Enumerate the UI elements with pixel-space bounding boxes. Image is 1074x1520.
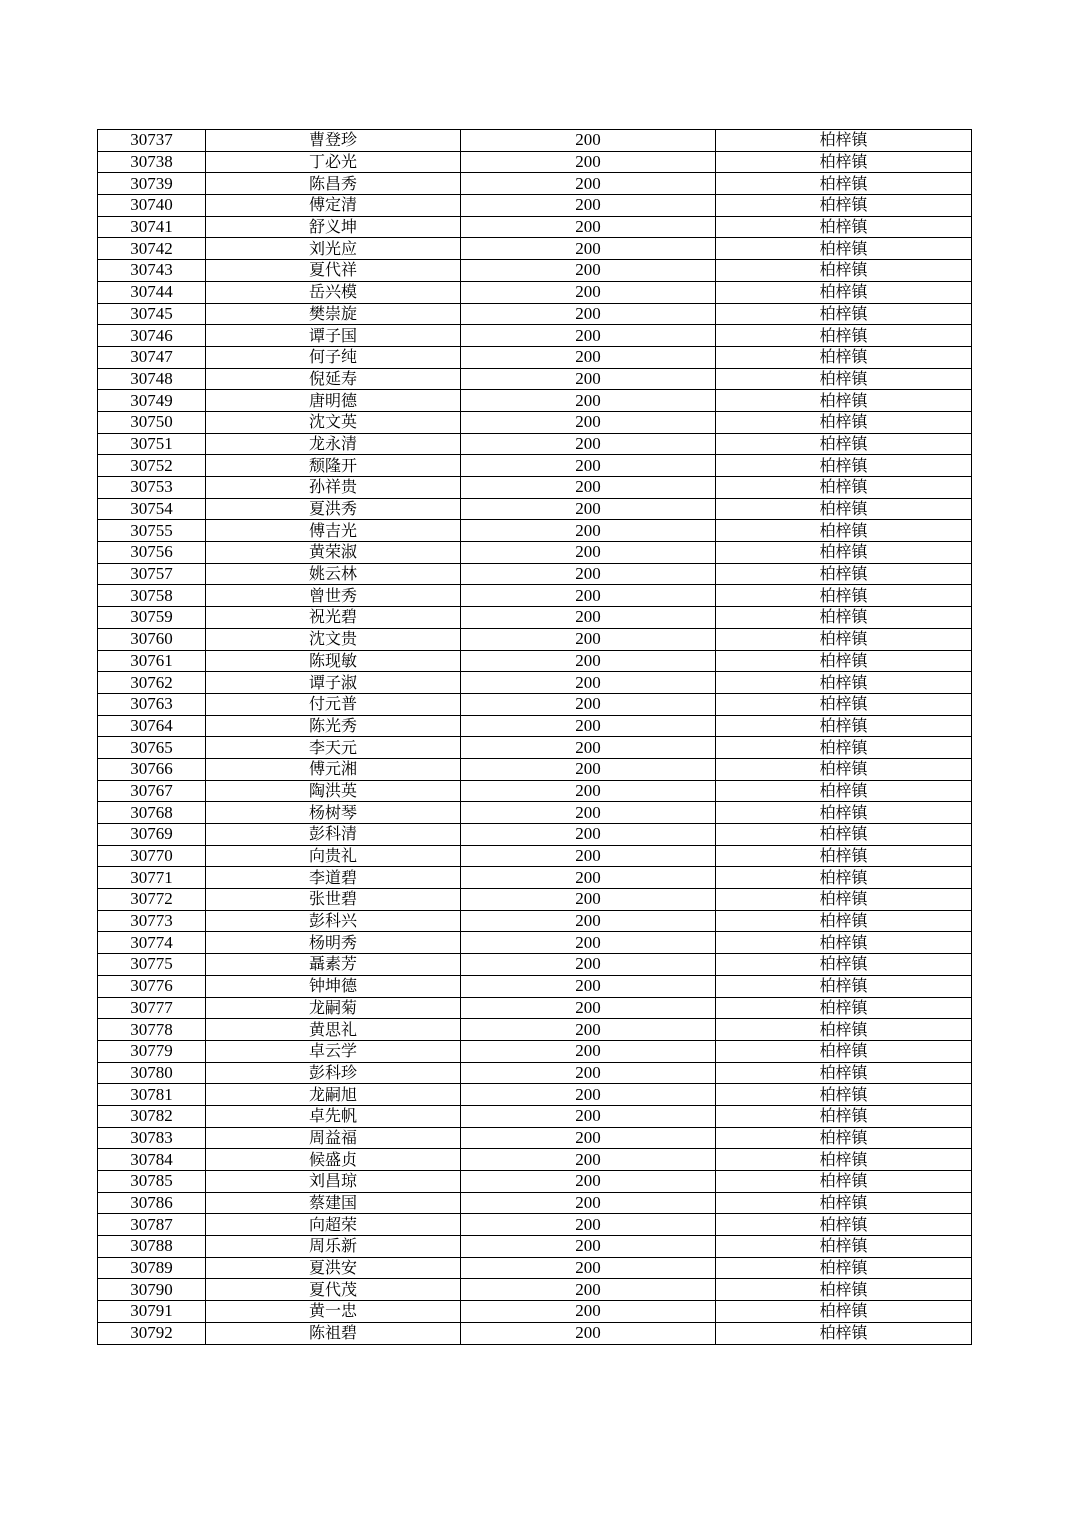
town-cell: 柏梓镇 [716, 867, 972, 889]
row-id-cell: 30765 [98, 737, 206, 759]
name-cell: 陈光秀 [206, 715, 461, 737]
document-page [97, 129, 971, 1345]
town-cell: 柏梓镇 [716, 1062, 972, 1084]
name-cell: 夏洪安 [206, 1257, 461, 1279]
amount-cell: 200 [461, 910, 716, 932]
name-cell: 何子纯 [206, 346, 461, 368]
amount-cell: 200 [461, 542, 716, 564]
town-cell: 柏梓镇 [716, 303, 972, 325]
town-cell: 柏梓镇 [716, 954, 972, 976]
row-id-cell: 30757 [98, 563, 206, 585]
amount-cell: 200 [461, 1019, 716, 1041]
row-id-cell: 30779 [98, 1040, 206, 1062]
name-cell: 傅元湘 [206, 758, 461, 780]
amount-cell: 200 [461, 1192, 716, 1214]
amount-cell: 200 [461, 650, 716, 672]
name-cell: 彭科珍 [206, 1062, 461, 1084]
town-cell: 柏梓镇 [716, 390, 972, 412]
table-row [98, 1062, 972, 1084]
table-row [98, 477, 972, 499]
table-row [98, 1214, 972, 1236]
amount-cell: 200 [461, 1214, 716, 1236]
table-row [98, 151, 972, 173]
town-cell: 柏梓镇 [716, 975, 972, 997]
row-id-cell: 30737 [98, 130, 206, 152]
row-id-cell: 30771 [98, 867, 206, 889]
row-id-cell: 30769 [98, 824, 206, 846]
amount-cell: 200 [461, 173, 716, 195]
name-cell: 周益福 [206, 1127, 461, 1149]
amount-cell: 200 [461, 260, 716, 282]
row-id-cell: 30751 [98, 433, 206, 455]
amount-cell: 200 [461, 1301, 716, 1323]
town-cell: 柏梓镇 [716, 1149, 972, 1171]
table-row [98, 672, 972, 694]
name-cell: 孙祥贵 [206, 477, 461, 499]
amount-cell: 200 [461, 346, 716, 368]
row-id-cell: 30783 [98, 1127, 206, 1149]
row-id-cell: 30739 [98, 173, 206, 195]
amount-cell: 200 [461, 585, 716, 607]
town-cell: 柏梓镇 [716, 563, 972, 585]
amount-cell: 200 [461, 672, 716, 694]
town-cell: 柏梓镇 [716, 1105, 972, 1127]
town-cell: 柏梓镇 [716, 151, 972, 173]
town-cell: 柏梓镇 [716, 585, 972, 607]
row-id-cell: 30780 [98, 1062, 206, 1084]
table-row [98, 1192, 972, 1214]
row-id-cell: 30747 [98, 346, 206, 368]
amount-cell: 200 [461, 1105, 716, 1127]
row-id-cell: 30791 [98, 1301, 206, 1323]
amount-cell: 200 [461, 867, 716, 889]
town-cell: 柏梓镇 [716, 498, 972, 520]
name-cell: 曹登珍 [206, 130, 461, 152]
amount-cell: 200 [461, 216, 716, 238]
town-cell: 柏梓镇 [716, 1236, 972, 1258]
town-cell: 柏梓镇 [716, 845, 972, 867]
town-cell: 柏梓镇 [716, 281, 972, 303]
table-row [98, 715, 972, 737]
amount-cell: 200 [461, 607, 716, 629]
name-cell: 卓先帆 [206, 1105, 461, 1127]
row-id-cell: 30749 [98, 390, 206, 412]
table-row [98, 780, 972, 802]
amount-cell: 200 [461, 1257, 716, 1279]
name-cell: 龙嗣旭 [206, 1084, 461, 1106]
row-id-cell: 30740 [98, 195, 206, 217]
table-row [98, 607, 972, 629]
name-cell: 岳兴模 [206, 281, 461, 303]
town-cell: 柏梓镇 [716, 411, 972, 433]
name-cell: 卓云学 [206, 1040, 461, 1062]
name-cell: 夏代祥 [206, 260, 461, 282]
table-row [98, 932, 972, 954]
amount-cell: 200 [461, 1040, 716, 1062]
name-cell: 夏洪秀 [206, 498, 461, 520]
amount-cell: 200 [461, 151, 716, 173]
town-cell: 柏梓镇 [716, 433, 972, 455]
name-cell: 龙嗣菊 [206, 997, 461, 1019]
town-cell: 柏梓镇 [716, 932, 972, 954]
row-id-cell: 30756 [98, 542, 206, 564]
row-id-cell: 30789 [98, 1257, 206, 1279]
name-cell: 傅定清 [206, 195, 461, 217]
amount-cell: 200 [461, 1279, 716, 1301]
name-cell: 聶素芳 [206, 954, 461, 976]
town-cell: 柏梓镇 [716, 650, 972, 672]
town-cell: 柏梓镇 [716, 672, 972, 694]
town-cell: 柏梓镇 [716, 737, 972, 759]
row-id-cell: 30745 [98, 303, 206, 325]
table-body [98, 130, 972, 1345]
name-cell: 陈现敏 [206, 650, 461, 672]
name-cell: 付元普 [206, 693, 461, 715]
name-cell: 蔡建国 [206, 1192, 461, 1214]
row-id-cell: 30741 [98, 216, 206, 238]
name-cell: 钟坤德 [206, 975, 461, 997]
table-row [98, 693, 972, 715]
amount-cell: 200 [461, 628, 716, 650]
row-id-cell: 30773 [98, 910, 206, 932]
name-cell: 倪延寿 [206, 368, 461, 390]
row-id-cell: 30766 [98, 758, 206, 780]
row-id-cell: 30761 [98, 650, 206, 672]
table-row [98, 195, 972, 217]
row-id-cell: 30767 [98, 780, 206, 802]
name-cell: 李道碧 [206, 867, 461, 889]
table-row [98, 802, 972, 824]
name-cell: 陶洪英 [206, 780, 461, 802]
amount-cell: 200 [461, 303, 716, 325]
row-id-cell: 30762 [98, 672, 206, 694]
table-row [98, 1322, 972, 1344]
data-table [97, 129, 972, 1345]
amount-cell: 200 [461, 889, 716, 911]
table-row [98, 390, 972, 412]
table-row [98, 346, 972, 368]
town-cell: 柏梓镇 [716, 693, 972, 715]
town-cell: 柏梓镇 [716, 1257, 972, 1279]
town-cell: 柏梓镇 [716, 889, 972, 911]
table-row [98, 758, 972, 780]
amount-cell: 200 [461, 1322, 716, 1344]
amount-cell: 200 [461, 238, 716, 260]
row-id-cell: 30744 [98, 281, 206, 303]
town-cell: 柏梓镇 [716, 715, 972, 737]
table-row [98, 281, 972, 303]
table-row [98, 1127, 972, 1149]
row-id-cell: 30764 [98, 715, 206, 737]
row-id-cell: 30776 [98, 975, 206, 997]
amount-cell: 200 [461, 954, 716, 976]
row-id-cell: 30759 [98, 607, 206, 629]
table-row [98, 173, 972, 195]
town-cell: 柏梓镇 [716, 477, 972, 499]
row-id-cell: 30750 [98, 411, 206, 433]
table-row [98, 563, 972, 585]
name-cell: 颓隆开 [206, 455, 461, 477]
table-row [98, 455, 972, 477]
amount-cell: 200 [461, 1084, 716, 1106]
amount-cell: 200 [461, 368, 716, 390]
name-cell: 夏代茂 [206, 1279, 461, 1301]
amount-cell: 200 [461, 780, 716, 802]
name-cell: 黄思礼 [206, 1019, 461, 1041]
town-cell: 柏梓镇 [716, 607, 972, 629]
name-cell: 舒义坤 [206, 216, 461, 238]
town-cell: 柏梓镇 [716, 758, 972, 780]
amount-cell: 200 [461, 563, 716, 585]
table-row [98, 260, 972, 282]
amount-cell: 200 [461, 130, 716, 152]
amount-cell: 200 [461, 477, 716, 499]
table-row [98, 216, 972, 238]
amount-cell: 200 [461, 455, 716, 477]
amount-cell: 200 [461, 824, 716, 846]
row-id-cell: 30754 [98, 498, 206, 520]
amount-cell: 200 [461, 325, 716, 347]
row-id-cell: 30738 [98, 151, 206, 173]
table-row [98, 368, 972, 390]
amount-cell: 200 [461, 1149, 716, 1171]
row-id-cell: 30787 [98, 1214, 206, 1236]
town-cell: 柏梓镇 [716, 542, 972, 564]
row-id-cell: 30788 [98, 1236, 206, 1258]
table-row [98, 498, 972, 520]
town-cell: 柏梓镇 [716, 1127, 972, 1149]
name-cell: 陈祖碧 [206, 1322, 461, 1344]
amount-cell: 200 [461, 693, 716, 715]
name-cell: 周乐新 [206, 1236, 461, 1258]
table-row [98, 1301, 972, 1323]
town-cell: 柏梓镇 [716, 1301, 972, 1323]
amount-cell: 200 [461, 715, 716, 737]
table-row [98, 1236, 972, 1258]
row-id-cell: 30777 [98, 997, 206, 1019]
name-cell: 候盛贞 [206, 1149, 461, 1171]
town-cell: 柏梓镇 [716, 1214, 972, 1236]
name-cell: 沈文英 [206, 411, 461, 433]
table-row [98, 1019, 972, 1041]
amount-cell: 200 [461, 997, 716, 1019]
town-cell: 柏梓镇 [716, 173, 972, 195]
amount-cell: 200 [461, 281, 716, 303]
name-cell: 黄一忠 [206, 1301, 461, 1323]
town-cell: 柏梓镇 [716, 1279, 972, 1301]
table-row [98, 954, 972, 976]
town-cell: 柏梓镇 [716, 520, 972, 542]
table-row [98, 845, 972, 867]
town-cell: 柏梓镇 [716, 1171, 972, 1193]
amount-cell: 200 [461, 802, 716, 824]
name-cell: 刘光应 [206, 238, 461, 260]
row-id-cell: 30755 [98, 520, 206, 542]
row-id-cell: 30775 [98, 954, 206, 976]
name-cell: 丁必光 [206, 151, 461, 173]
amount-cell: 200 [461, 737, 716, 759]
town-cell: 柏梓镇 [716, 997, 972, 1019]
row-id-cell: 30753 [98, 477, 206, 499]
town-cell: 柏梓镇 [716, 195, 972, 217]
amount-cell: 200 [461, 520, 716, 542]
town-cell: 柏梓镇 [716, 1192, 972, 1214]
row-id-cell: 30746 [98, 325, 206, 347]
name-cell: 彭科兴 [206, 910, 461, 932]
row-id-cell: 30743 [98, 260, 206, 282]
table-row [98, 411, 972, 433]
town-cell: 柏梓镇 [716, 1322, 972, 1344]
table-row [98, 628, 972, 650]
name-cell: 龙永清 [206, 433, 461, 455]
name-cell: 沈文贵 [206, 628, 461, 650]
table-row [98, 889, 972, 911]
amount-cell: 200 [461, 1171, 716, 1193]
row-id-cell: 30778 [98, 1019, 206, 1041]
row-id-cell: 30760 [98, 628, 206, 650]
table-row [98, 1084, 972, 1106]
name-cell: 刘昌琼 [206, 1171, 461, 1193]
row-id-cell: 30748 [98, 368, 206, 390]
town-cell: 柏梓镇 [716, 346, 972, 368]
amount-cell: 200 [461, 411, 716, 433]
row-id-cell: 30772 [98, 889, 206, 911]
row-id-cell: 30752 [98, 455, 206, 477]
table-row [98, 303, 972, 325]
name-cell: 向超荣 [206, 1214, 461, 1236]
amount-cell: 200 [461, 1062, 716, 1084]
name-cell: 祝光碧 [206, 607, 461, 629]
table-row [98, 824, 972, 846]
town-cell: 柏梓镇 [716, 1040, 972, 1062]
name-cell: 傅吉光 [206, 520, 461, 542]
table-row [98, 1257, 972, 1279]
table-row [98, 1149, 972, 1171]
row-id-cell: 30781 [98, 1084, 206, 1106]
name-cell: 谭子国 [206, 325, 461, 347]
name-cell: 樊崇旋 [206, 303, 461, 325]
amount-cell: 200 [461, 758, 716, 780]
table-row [98, 867, 972, 889]
row-id-cell: 30742 [98, 238, 206, 260]
row-id-cell: 30763 [98, 693, 206, 715]
town-cell: 柏梓镇 [716, 1019, 972, 1041]
name-cell: 张世碧 [206, 889, 461, 911]
row-id-cell: 30792 [98, 1322, 206, 1344]
row-id-cell: 30790 [98, 1279, 206, 1301]
town-cell: 柏梓镇 [716, 455, 972, 477]
row-id-cell: 30768 [98, 802, 206, 824]
town-cell: 柏梓镇 [716, 260, 972, 282]
table-row [98, 238, 972, 260]
town-cell: 柏梓镇 [716, 824, 972, 846]
name-cell: 谭子淑 [206, 672, 461, 694]
town-cell: 柏梓镇 [716, 238, 972, 260]
amount-cell: 200 [461, 433, 716, 455]
town-cell: 柏梓镇 [716, 628, 972, 650]
town-cell: 柏梓镇 [716, 216, 972, 238]
row-id-cell: 30784 [98, 1149, 206, 1171]
table-row [98, 1279, 972, 1301]
table-row [98, 910, 972, 932]
town-cell: 柏梓镇 [716, 368, 972, 390]
town-cell: 柏梓镇 [716, 325, 972, 347]
name-cell: 黄荣淑 [206, 542, 461, 564]
name-cell: 姚云林 [206, 563, 461, 585]
row-id-cell: 30770 [98, 845, 206, 867]
town-cell: 柏梓镇 [716, 1084, 972, 1106]
table-row [98, 1171, 972, 1193]
name-cell: 向贵礼 [206, 845, 461, 867]
row-id-cell: 30782 [98, 1105, 206, 1127]
name-cell: 杨树琴 [206, 802, 461, 824]
amount-cell: 200 [461, 390, 716, 412]
amount-cell: 200 [461, 845, 716, 867]
table-row [98, 737, 972, 759]
table-row [98, 130, 972, 152]
amount-cell: 200 [461, 498, 716, 520]
amount-cell: 200 [461, 195, 716, 217]
table-row [98, 997, 972, 1019]
row-id-cell: 30786 [98, 1192, 206, 1214]
town-cell: 柏梓镇 [716, 780, 972, 802]
table-row [98, 975, 972, 997]
row-id-cell: 30774 [98, 932, 206, 954]
row-id-cell: 30785 [98, 1171, 206, 1193]
name-cell: 彭科清 [206, 824, 461, 846]
town-cell: 柏梓镇 [716, 130, 972, 152]
amount-cell: 200 [461, 1127, 716, 1149]
town-cell: 柏梓镇 [716, 802, 972, 824]
table-row [98, 325, 972, 347]
town-cell: 柏梓镇 [716, 910, 972, 932]
table-row [98, 433, 972, 455]
name-cell: 唐明德 [206, 390, 461, 412]
table-row [98, 520, 972, 542]
amount-cell: 200 [461, 975, 716, 997]
amount-cell: 200 [461, 932, 716, 954]
table-row [98, 585, 972, 607]
name-cell: 陈昌秀 [206, 173, 461, 195]
row-id-cell: 30758 [98, 585, 206, 607]
name-cell: 曾世秀 [206, 585, 461, 607]
table-row [98, 1040, 972, 1062]
name-cell: 杨明秀 [206, 932, 461, 954]
table-row [98, 542, 972, 564]
table-row [98, 650, 972, 672]
name-cell: 李天元 [206, 737, 461, 759]
table-row [98, 1105, 972, 1127]
amount-cell: 200 [461, 1236, 716, 1258]
